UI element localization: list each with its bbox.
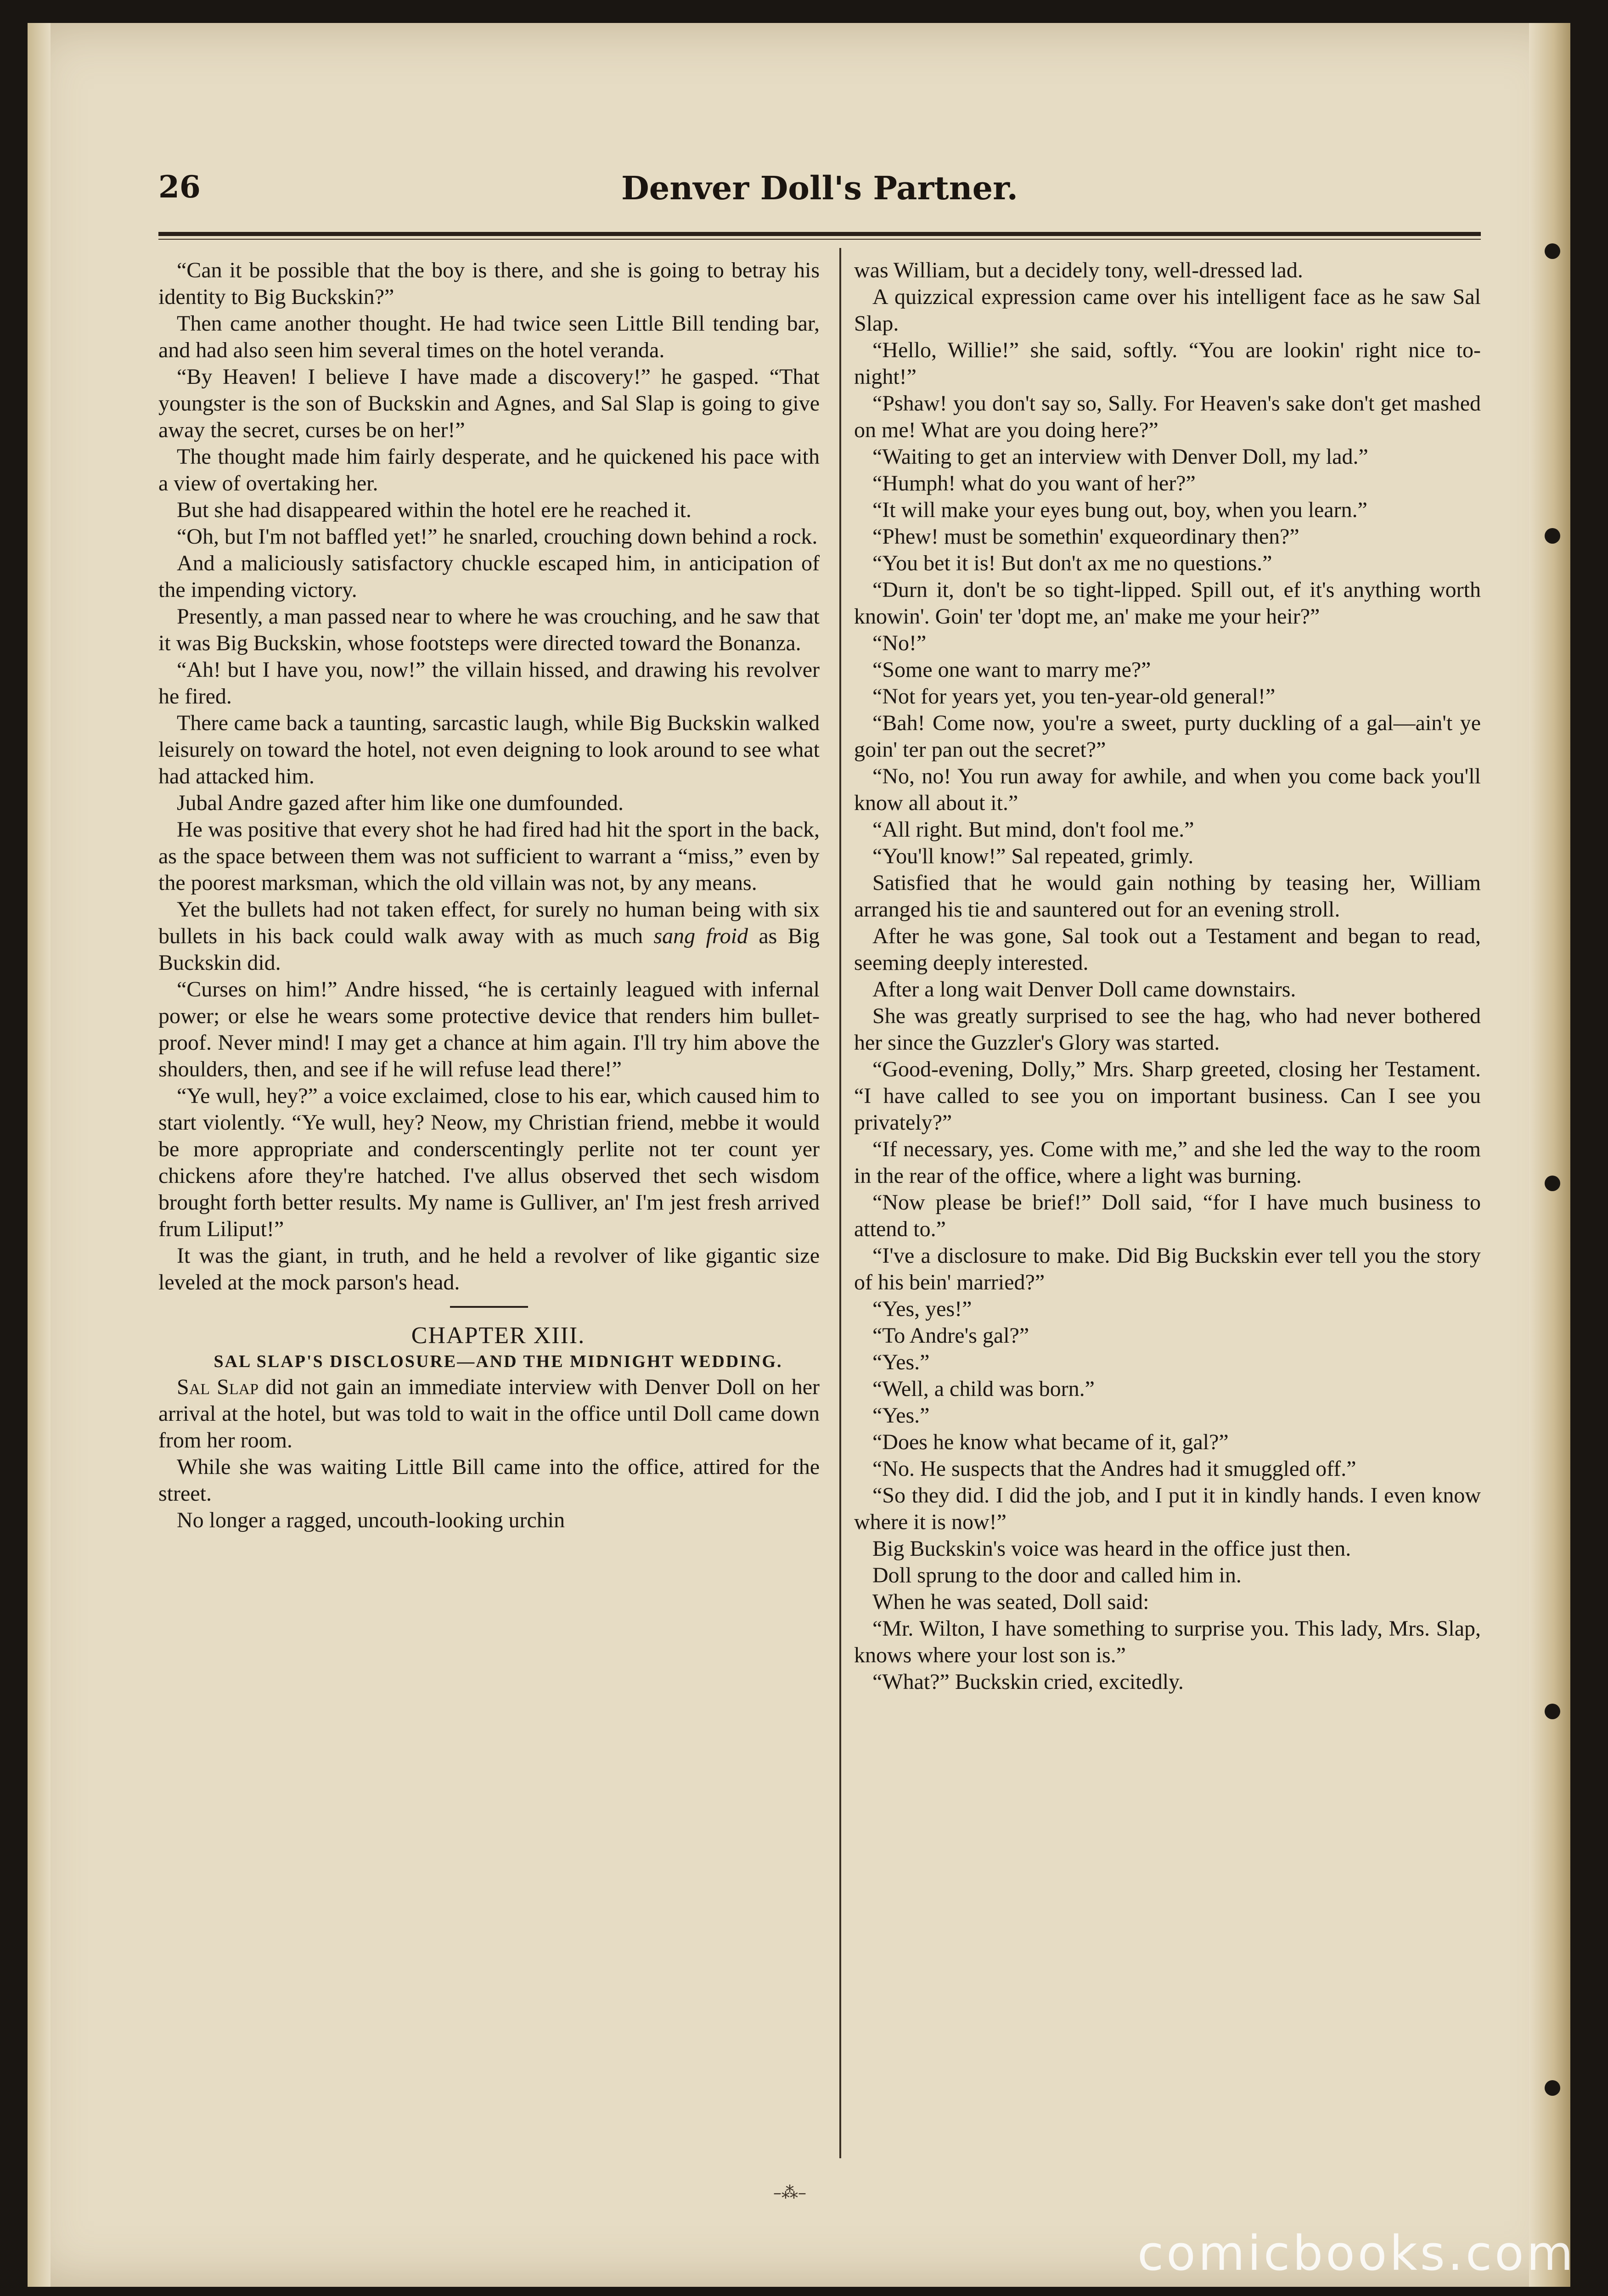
paragraph: “Yes, yes!” <box>872 1297 972 1321</box>
paragraph: After a long wait Denver Doll came downstairs. <box>872 977 1296 1002</box>
paragraph: “So they did. I did the job, and I put it in kindly hands. I even know where it is now!” <box>854 1483 1481 1534</box>
paragraph: The thought made him fairly desperate, and he quickened his pace with a view of overtaking her. <box>158 445 820 495</box>
paragraph: “No. He suspects that the Andres had it smuggled off.” <box>872 1457 1356 1481</box>
paragraph: Satisfied that he would gain nothing by teasing her, William arranged his tie and sauntered out for an evening stroll. <box>854 871 1481 922</box>
paragraph: “Some one want to marry me?” <box>872 658 1151 682</box>
paragraph: A quizzical expression came over his intelligent face as he saw Sal Slap. <box>854 285 1481 336</box>
paragraph: Jubal Andre gazed after him like one dumfounded. <box>177 791 624 815</box>
italic-phrase: sang froid <box>653 924 748 948</box>
paragraph: “Good-evening, Dolly,” Mrs. Sharp greeted, closing her Testament. “I have called to see you on important business. Can I see you privately?” <box>854 1057 1481 1135</box>
paragraph: “Curses on him!” Andre hissed, “he is certainly leagued with infernal power; or else he wears some protective device that renders him bullet-proof. Never mind! I may get a chance at him again. I'll try him above the shoulders, then, and see if he will refuse lead there!” <box>158 977 820 1081</box>
paragraph: “Now please be brief!” Doll said, “for I have much business to attend to.” <box>854 1190 1481 1241</box>
paragraph: “To Andre's gal?” <box>872 1323 1029 1348</box>
header-rule-thin <box>158 239 1481 240</box>
section-rule <box>450 1306 528 1308</box>
paragraph: “Well, a child was born.” <box>872 1377 1095 1401</box>
running-title: Denver Doll's Partner. <box>621 169 1018 207</box>
paragraph: No longer a ragged, uncouth-looking urchin <box>177 1508 565 1532</box>
chapter-title: CHAPTER XIII. <box>411 1322 585 1349</box>
paragraph <box>158 1374 820 1454</box>
paragraph: “No, no! You run away for awhile, and when you come back you'll know all about it.” <box>854 764 1481 815</box>
paragraph <box>158 896 820 976</box>
paragraph: “Yes.” <box>872 1350 930 1374</box>
paragraph: “Can it be possible that the boy is there, and she is going to betray his identity to Big Buckskin?” <box>158 258 820 309</box>
text-run: as Big Buckskin did. <box>158 924 820 975</box>
footer-ornament: –⁂– <box>773 2183 806 2202</box>
column-divider <box>839 248 841 2158</box>
paragraph: While she was waiting Little Bill came into the office, attired for the street. <box>158 1455 820 1506</box>
paragraph: “Humph! what do you want of her?” <box>872 471 1196 495</box>
paragraph: “Phew! must be somethin' exqueordinary then?” <box>872 524 1299 549</box>
paragraph: When he was seated, Doll said: <box>872 1590 1149 1614</box>
paragraph: “Yes.” <box>872 1403 930 1428</box>
left-column <box>158 257 820 2167</box>
paragraph: It was the giant, in truth, and he held a revolver of like gigantic size leveled at the mock parson's head. <box>158 1244 820 1294</box>
paragraph: “You'll know!” Sal repeated, grimly. <box>872 844 1194 868</box>
paragraph: “All right. But mind, don't fool me.” <box>872 817 1194 842</box>
paragraph: “By Heaven! I believe I have made a discovery!” he gasped. “That youngster is the son of Buckskin and Agnes, and Sal Slap is going to give away the secret, curses be on her!” <box>158 365 820 442</box>
paragraph: Then came another thought. He had twice seen Little Bill tending bar, and had also seen him several times on the hotel veranda. <box>158 311 820 362</box>
paragraph: “Ye wull, hey?” a voice exclaimed, close to his ear, which caused him to start violently. “Ye wull, hey? Neow, my Christian friend, mebbe it would be more appropriate and conderscentingly perlite not ter count yer chickens afore they're hatched. I've allus observed thet sech wisdom brought forth better results. My name is Gulliver, an' I'm jest fresh arrived frum Liliput!” <box>158 1084 820 1241</box>
binding-hole <box>1545 1176 1560 1191</box>
paragraph: “It will make your eyes bung out, boy, when you learn.” <box>872 498 1367 522</box>
text-run: did not gain an immediate interview with Denver Doll on her arrival at the hotel, but was told to wait in the office until Doll came down from her room. <box>158 1375 820 1452</box>
paragraph: “Pshaw! you don't say so, Sally. For Heaven's sake don't get mashed on me! What are you doing here?” <box>854 391 1481 442</box>
paragraph: “Waiting to get an interview with Denver Doll, my lad.” <box>872 445 1368 469</box>
right-column <box>854 257 1481 2167</box>
page-number: 26 <box>158 169 201 205</box>
header-rule <box>158 232 1481 236</box>
paragraph: “Bah! Come now, you're a sweet, purty duckling of a gal—ain't ye goin' ter pan out the secret?” <box>854 711 1481 762</box>
paragraph: Presently, a man passed near to where he was crouching, and he saw that it was Big Buckskin, whose footsteps were directed toward the Bonanza. <box>158 604 820 655</box>
paragraph: “No!” <box>872 631 927 655</box>
paragraph: was William, but a decidely tony, well-dressed lad. <box>854 258 1303 282</box>
binding-hole <box>1545 528 1560 544</box>
page-spine-shadow <box>28 23 51 2287</box>
paragraph: But she had disappeared within the hotel ere he reached it. <box>177 498 692 522</box>
paragraph: “What?” Buckskin cried, excitedly. <box>872 1670 1184 1694</box>
chapter-subtitle: SAL SLAP'S DISCLOSURE—AND THE MIDNIGHT WEDDING. <box>214 1352 783 1371</box>
chapter-opening-name: Sal Slap <box>177 1375 259 1399</box>
paragraph: He was positive that every shot he had fired had hit the sport in the back, as the space between them was not sufficient to warrant a “miss,” even by the poorest marksman, which the old villain was not, by any means. <box>158 817 820 895</box>
paragraph: “Hello, Willie!” she said, softly. “You are lookin' right nice to-night!” <box>854 338 1481 389</box>
binding-hole <box>1545 1704 1560 1719</box>
paragraph: She was greatly surprised to see the hag, who had never bothered her since the Guzzler's Glory was started. <box>854 1004 1481 1055</box>
paragraph: Big Buckskin's voice was heard in the office just then. <box>872 1536 1351 1561</box>
book-page <box>28 23 1570 2287</box>
paragraph: And a maliciously satisfactory chuckle escaped him, in anticipation of the impending victory. <box>158 551 820 602</box>
text-run: Yet the bullets had not taken effect, for surely no human being with six bullets in his back could walk away with as much <box>158 897 820 948</box>
page-header <box>158 169 1481 219</box>
binding-hole <box>1545 2080 1560 2096</box>
paragraph: “Does he know what became of it, gal?” <box>872 1430 1229 1454</box>
watermark: comicbooks.com <box>1137 2225 1576 2281</box>
paragraph: “Ah! but I have you, now!” the villain hissed, and drawing his revolver he fired. <box>158 658 820 709</box>
paragraph: “Oh, but I'm not baffled yet!” he snarled, crouching down behind a rock. <box>177 524 818 549</box>
paragraph: “You bet it is! But don't ax me no questions.” <box>872 551 1272 575</box>
paragraph: After he was gone, Sal took out a Testament and began to read, seeming deeply interested. <box>854 924 1481 975</box>
paragraph: “I've a disclosure to make. Did Big Buckskin ever tell you the story of his bein' married?” <box>854 1244 1481 1294</box>
paragraph: “Mr. Wilton, I have something to surprise you. This lady, Mrs. Slap, knows where your lost son is.” <box>854 1616 1481 1667</box>
page-right-edge <box>1529 23 1570 2287</box>
paragraph: “Durn it, don't be so tight-lipped. Spill out, ef it's anything worth knowin'. Goin' ter 'dopt me, an' make me your heir?” <box>854 578 1481 629</box>
paragraph: “Not for years yet, you ten-year-old general!” <box>872 684 1276 709</box>
paragraph: “If necessary, yes. Come with me,” and she led the way to the room in the rear of the office, where a light was burning. <box>854 1137 1481 1188</box>
paragraph: Doll sprung to the door and called him in. <box>872 1563 1242 1587</box>
binding-hole <box>1545 243 1560 259</box>
paragraph: There came back a taunting, sarcastic laugh, while Big Buckskin walked leisurely on toward the hotel, not even deigning to look around to see what had attacked him. <box>158 711 820 788</box>
